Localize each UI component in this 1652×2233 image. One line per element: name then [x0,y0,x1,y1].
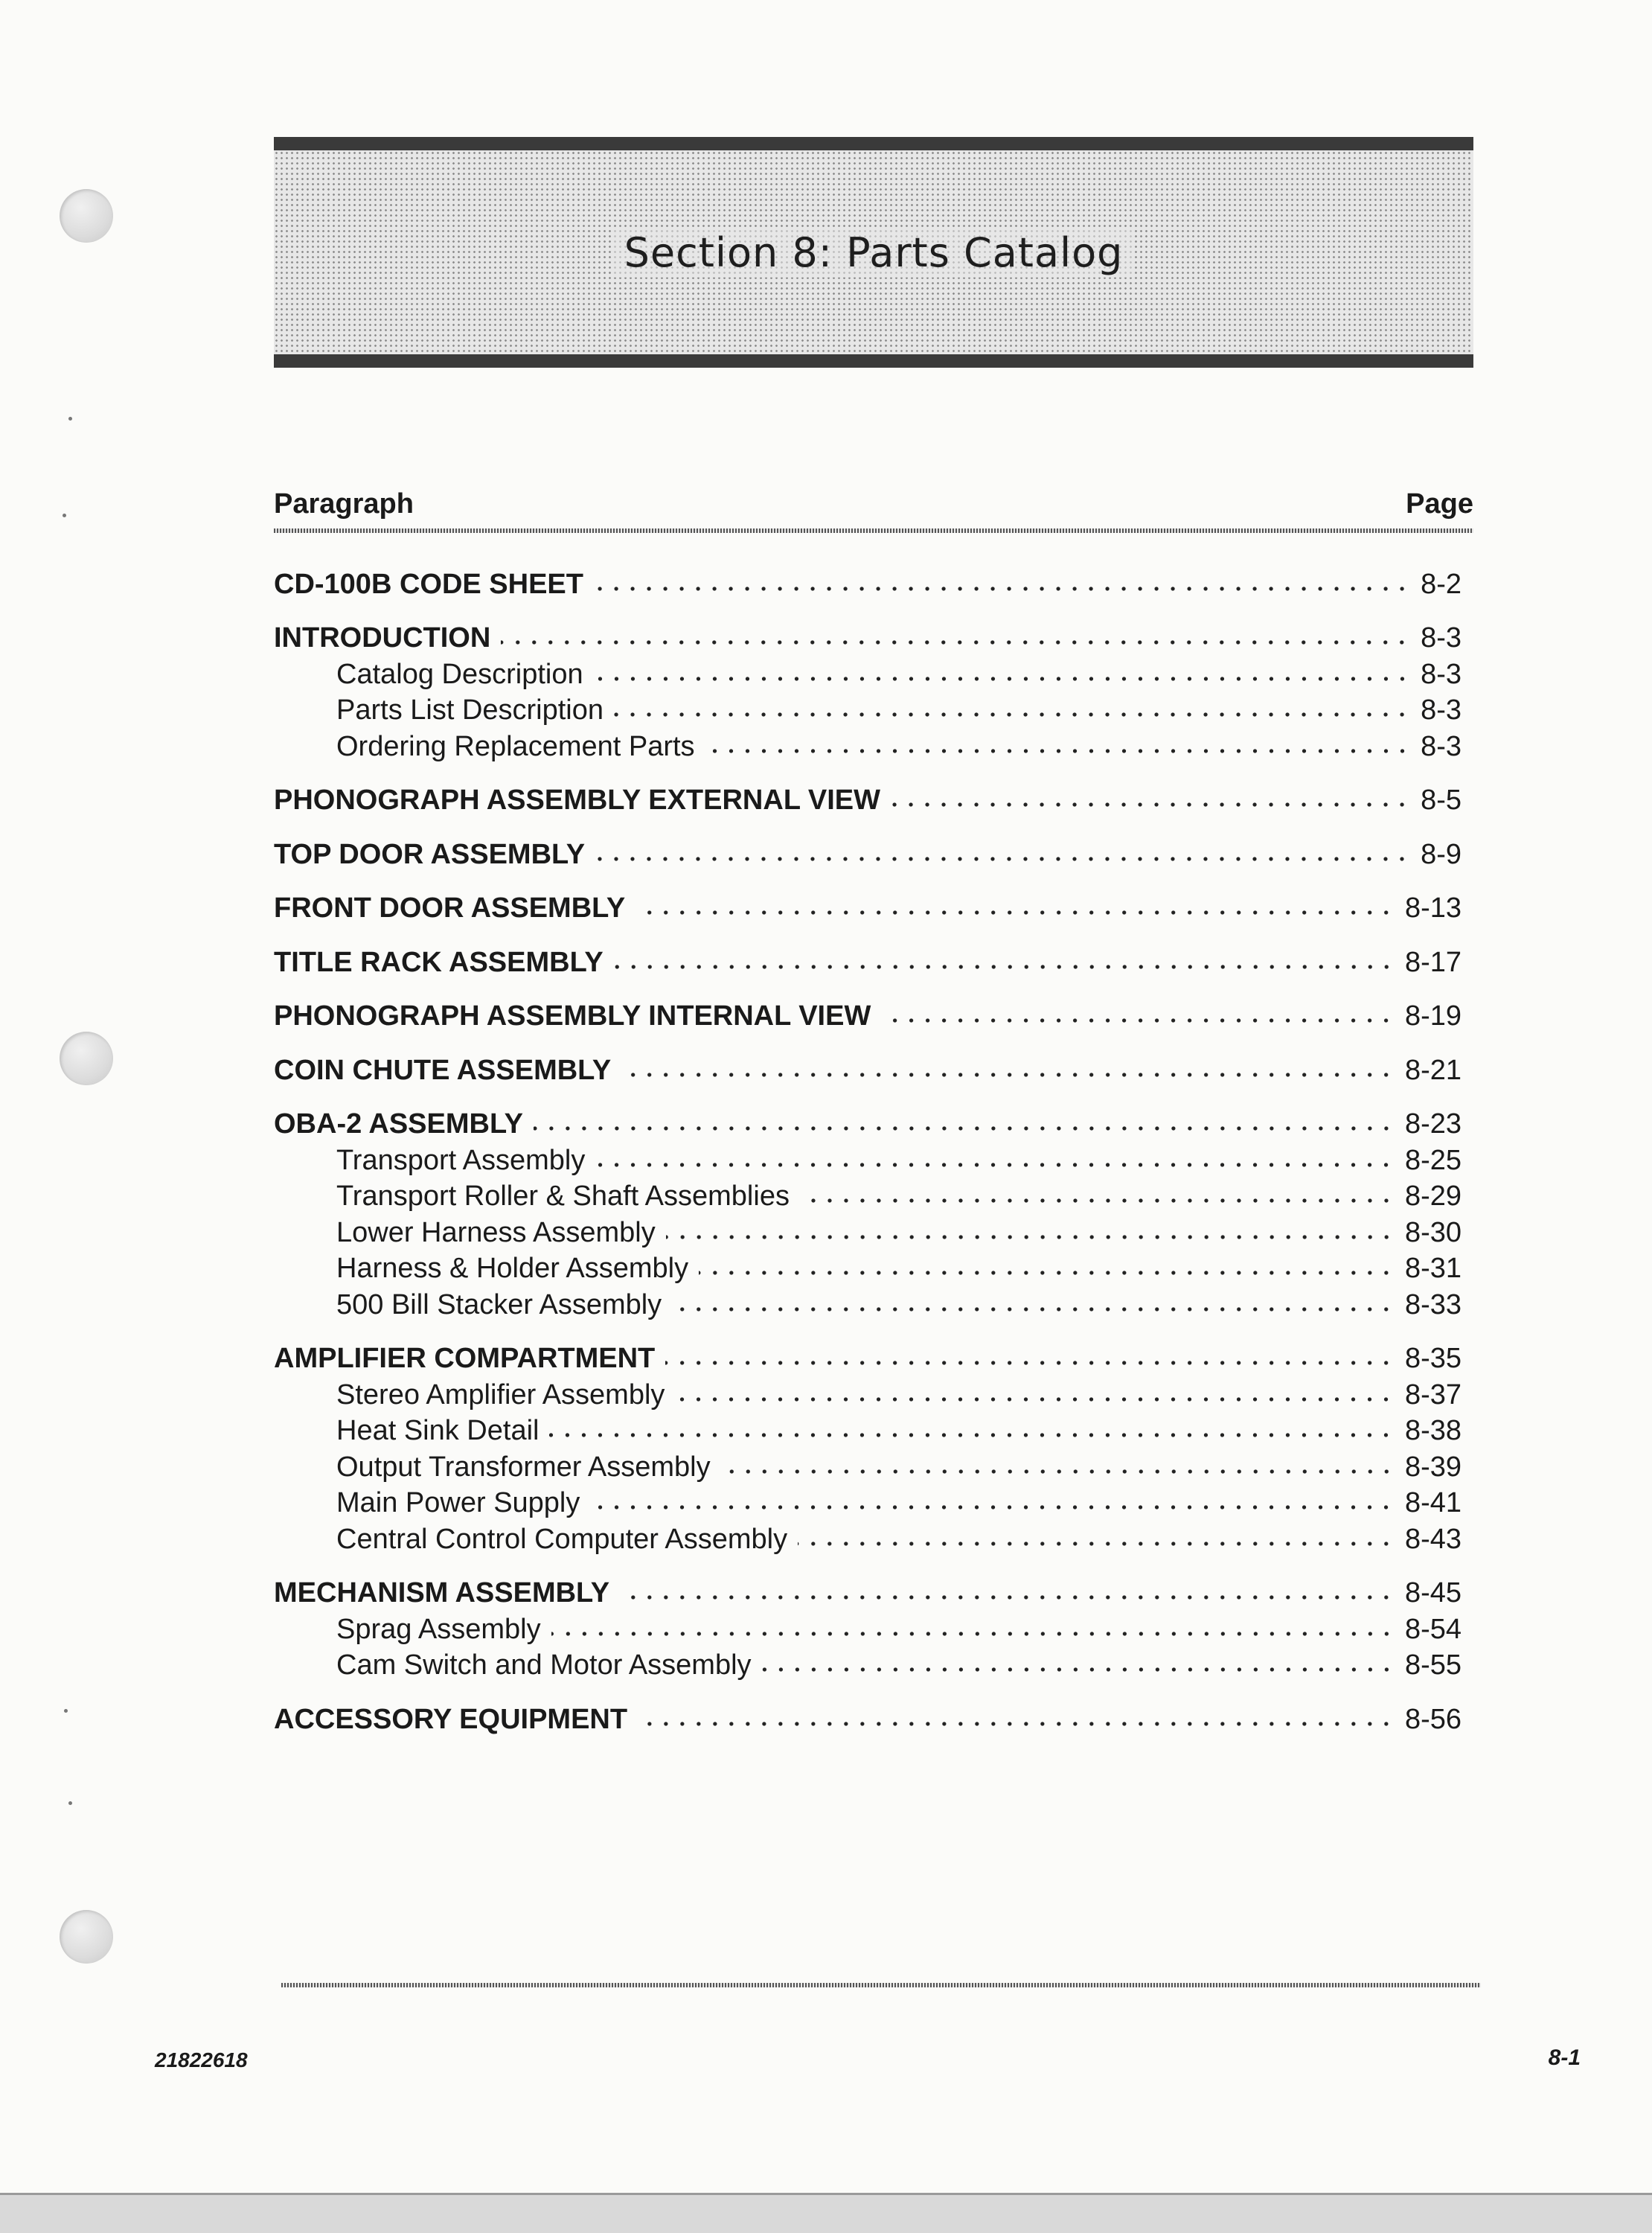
dot-leader [549,1432,1394,1438]
dot-leader [551,1631,1395,1637]
toc-entry-page: 8-3 [1421,622,1461,654]
toc-main-entry [274,1106,1461,1143]
toc-entry-title: INTRODUCTION [274,622,491,654]
toc-entry-title: Heat Sink Detail [336,1415,540,1446]
toc-entry-title: Output Transformer Assembly [336,1451,711,1483]
toc-group [274,1106,1461,1323]
toc-group [274,782,1461,819]
toc-entry-title: Catalog Description [336,658,583,690]
toc-main-entry [274,1701,1461,1737]
dot-leader [762,1667,1395,1673]
toc-entry-page: 8-3 [1421,730,1461,762]
toc-entry-page: 8-33 [1404,1288,1461,1320]
dot-leader [672,1306,1395,1312]
toc-entry-title: Sprag Assembly [336,1613,541,1645]
toc-main-entry [274,1052,1461,1088]
toc-entry-title: Central Control Computer Assembly [336,1523,788,1555]
dot-leader [638,1721,1395,1727]
toc-sub-entry [274,1214,1461,1250]
toc-main-entry [274,836,1461,872]
toc-entry-title: MECHANISM ASSEMBLY [274,1577,610,1609]
toc-group [274,1575,1461,1684]
toc-entry-title: Ordering Replacement Parts [336,730,695,762]
dot-leader [635,910,1395,916]
section-banner [274,137,1473,368]
toc-entry-page: 8-19 [1404,1000,1461,1032]
dot-leader [594,586,1410,592]
toc-entry-title: 500 Bill Stacker Assembly [336,1288,662,1320]
dot-leader [891,802,1410,808]
toc-entry-page: 8-38 [1404,1415,1461,1446]
toc-group [274,998,1461,1035]
scan-speck [68,1801,72,1805]
dot-leader [614,712,1410,718]
toc-sub-entry [274,1142,1461,1178]
toc-sub-entry [274,1178,1461,1215]
toc-sub-entry [274,1521,1461,1557]
toc-entry-page: 8-25 [1404,1144,1461,1176]
page-column-label: Page [1406,488,1473,520]
scan-bottom-edge [0,2193,1652,2233]
toc-entry-page: 8-45 [1404,1577,1461,1609]
toc-entry-title: Transport Assembly [336,1144,586,1176]
paragraph-column-label: Paragraph [274,488,414,520]
toc-main-entry [274,890,1461,927]
toc-group [274,1341,1461,1557]
scan-speck [64,1709,68,1713]
toc-sub-entry [274,1611,1461,1647]
toc-sub-entry [274,692,1461,729]
dot-leader [699,1270,1395,1276]
dot-leader [501,639,1410,645]
toc-group [274,836,1461,872]
toc-entry-page: 8-41 [1404,1487,1461,1518]
toc-entry-title: Cam Switch and Motor Assembly [336,1649,752,1681]
toc-sub-entry [274,1485,1461,1521]
toc-entry-title: Parts List Description [336,694,604,726]
toc-entry-page: 8-17 [1404,946,1461,978]
toc-entry-page: 8-21 [1404,1054,1461,1086]
toc-group [274,1052,1461,1088]
toc-entry-page: 8-39 [1404,1451,1461,1483]
toc-sub-entry [274,728,1461,764]
dot-leader [800,1198,1395,1204]
toc-entry-page: 8-35 [1404,1343,1461,1374]
toc-entry-page: 8-5 [1421,785,1461,816]
toc-entry-page: 8-3 [1421,658,1461,690]
table-of-contents [274,566,1461,1755]
toc-entry-page: 8-23 [1404,1108,1461,1140]
scan-speck [63,514,66,517]
dot-leader [590,1504,1395,1510]
binder-hole-top [60,189,113,243]
dot-leader [621,1072,1395,1078]
toc-group [274,944,1461,980]
toc-group [274,1701,1461,1737]
toc-sub-entry [274,656,1461,692]
toc-entry-title: TOP DOOR ASSEMBLY [274,838,586,870]
dot-leader [721,1469,1395,1475]
toc-entry-page: 8-31 [1404,1253,1461,1284]
toc-column-header [274,485,1473,528]
toc-entry-title: Transport Roller & Shaft Assemblies [336,1181,790,1212]
toc-group [274,620,1461,764]
toc-entry-title: FRONT DOOR ASSEMBLY [274,892,626,924]
toc-entry-page: 8-37 [1404,1379,1461,1411]
scan-speck [68,417,72,421]
toc-entry-page: 8-55 [1404,1649,1461,1681]
toc-sub-entry [274,1376,1461,1413]
dot-leader [881,1018,1395,1023]
toc-entry-page: 8-29 [1404,1181,1461,1212]
toc-main-entry [274,620,1461,657]
toc-entry-title: Harness & Holder Assembly [336,1253,689,1284]
dot-leader [620,1594,1395,1600]
toc-entry-page: 8-43 [1404,1523,1461,1555]
toc-entry-page: 8-56 [1404,1703,1461,1735]
dot-leader [705,748,1411,754]
dot-leader [594,676,1410,682]
toc-entry-title: TITLE RACK ASSEMBLY [274,946,604,978]
document-number: 21822618 [155,2048,248,2071]
dot-leader [534,1125,1395,1131]
binder-hole-middle [60,1032,113,1085]
toc-sub-entry [274,1250,1461,1287]
dot-leader [614,964,1395,970]
toc-entry-page: 8-54 [1404,1613,1461,1645]
section-title: Section 8: Parts Catalog [614,228,1134,278]
toc-group [274,566,1461,602]
toc-entry-title: OBA-2 ASSEMBLY [274,1108,524,1140]
toc-main-entry [274,998,1461,1035]
dot-leader [798,1541,1395,1547]
toc-main-entry [274,1341,1461,1377]
dot-leader [675,1396,1395,1402]
toc-sub-entry [274,1286,1461,1323]
header-rule [274,528,1473,533]
toc-entry-page: 8-2 [1421,568,1461,600]
toc-entry-page: 8-13 [1404,892,1461,924]
toc-entry-title: PHONOGRAPH ASSEMBLY EXTERNAL VIEW [274,785,881,816]
page-number: 8-1 [1548,2045,1581,2070]
dot-leader [595,856,1410,862]
toc-entry-title: Stereo Amplifier Assembly [336,1379,665,1411]
toc-entry-page: 8-3 [1421,694,1461,726]
dot-leader [595,1162,1395,1168]
toc-entry-title: AMPLIFIER COMPARTMENT [274,1343,656,1374]
toc-entry-title: Lower Harness Assembly [336,1216,656,1248]
dot-leader [665,1360,1395,1366]
toc-entry-title: PHONOGRAPH ASSEMBLY INTERNAL VIEW [274,1000,871,1032]
footer-rule [281,1983,1481,1987]
toc-main-entry [274,944,1461,980]
toc-main-entry [274,782,1461,819]
toc-main-entry [274,566,1461,602]
toc-entry-title: CD-100B CODE SHEET [274,568,583,600]
toc-main-entry [274,1575,1461,1611]
toc-sub-entry [274,1413,1461,1449]
binder-hole-bottom [60,1910,113,1964]
toc-entry-title: Main Power Supply [336,1487,580,1518]
toc-sub-entry [274,1647,1461,1684]
toc-entry-page: 8-9 [1421,838,1461,870]
toc-entry-page: 8-30 [1404,1216,1461,1248]
toc-entry-title: ACCESSORY EQUIPMENT [274,1703,628,1735]
dot-leader [666,1234,1395,1240]
toc-entry-title: COIN CHUTE ASSEMBLY [274,1054,612,1086]
toc-sub-entry [274,1448,1461,1485]
toc-group [274,890,1461,927]
